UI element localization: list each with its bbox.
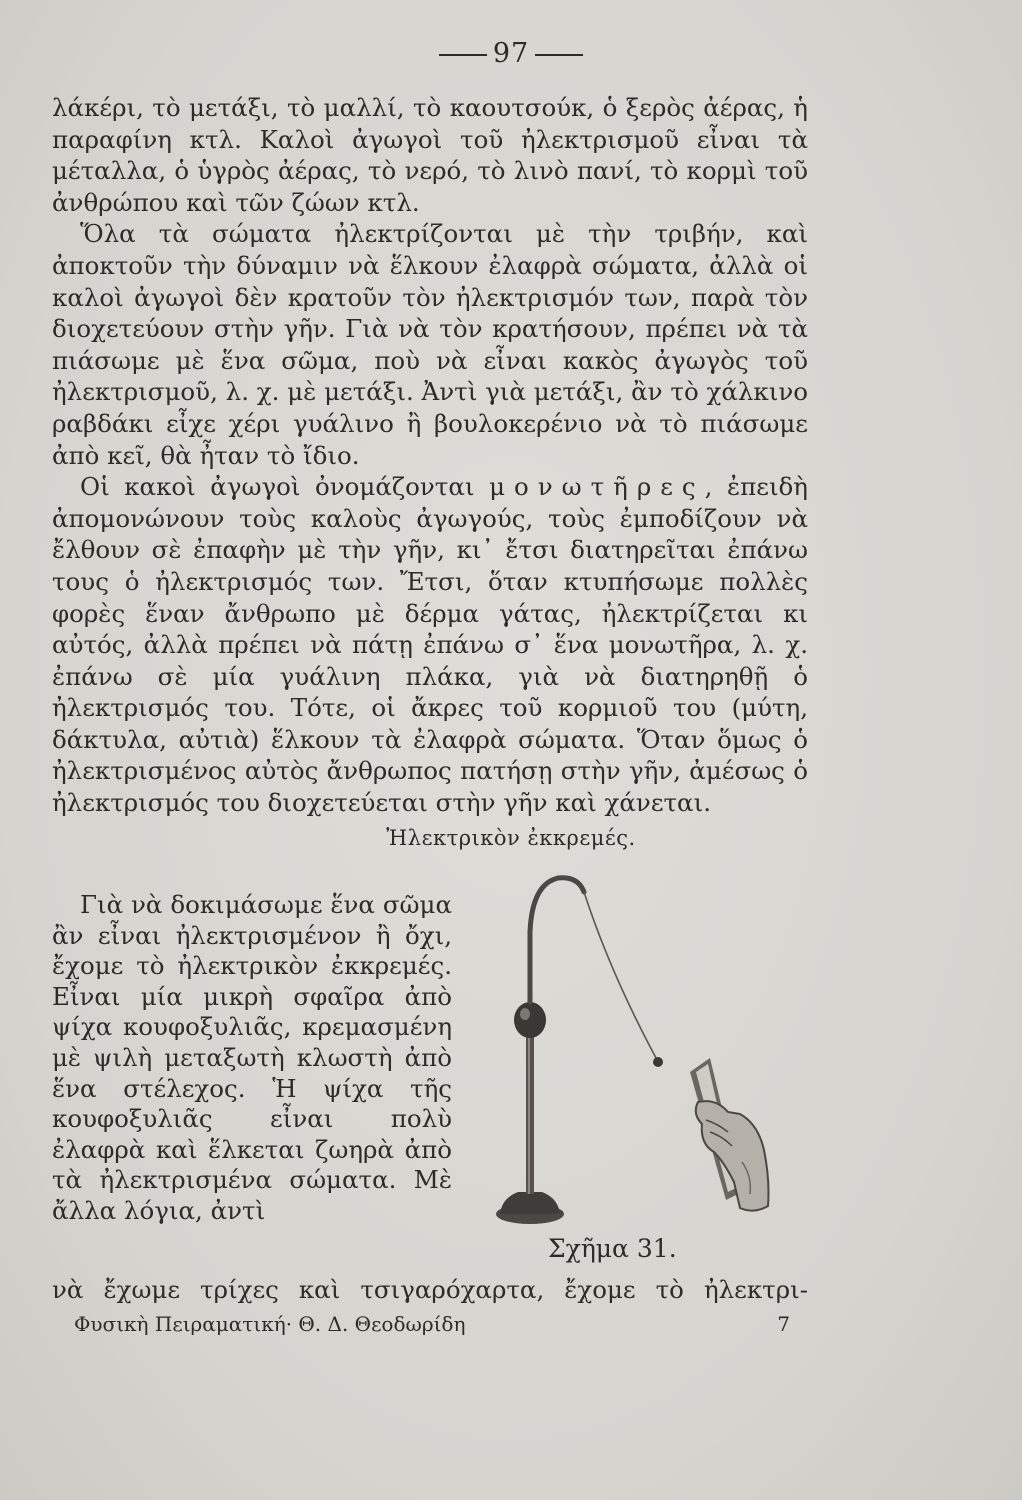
figure-caption: Σχῆμα 31. <box>548 1234 677 1263</box>
electric-pendulum-illustration <box>478 862 818 1242</box>
paragraph-electrification: Ὅλα τὰ σώματα ἠλεκτρίζονται μὲ τὴν τριβήν, καὶ ἀποκτοῦν τὴν δύναμιν νὰ ἕλκουν ἐλαφρὰ σώματα, ἀλλὰ οἱ καλοὶ ἀγωγοὶ δὲν κρατοῦν τὸν ἠλεκτρισμόν των, παρὰ τὸν διοχετεύουν στὴν γῆν. Γιὰ νὰ τὸν κρατήσουν, πρέπει νὰ τὰ πιάσωμε μὲ ἕνα σῶμα, ποὺ νὰ εἶναι κακὸς ἀγωγὸς τοῦ ἠλεκτρισμοῦ, λ. χ. μὲ μετάξι. Ἀντὶ γιὰ μετάξι, ἂν τὸ χάλκινο ραβδάκι εἶχε χέρι γυάλινο ἢ βουλοκερένιο νὰ τὸ πιάσωμε ἀπὸ κεῖ, θὰ ἦταν τὸ ἴδιο. <box>52 219 808 470</box>
stand-foot-icon <box>500 1192 560 1214</box>
page-number-dash-left <box>439 54 487 56</box>
continuation-line: νὰ ἔχωμε τρίχες καὶ τσιγαρόχαρτα, ἔχομε τὸ ἠλεκτρι- <box>52 1275 808 1304</box>
insulators-text-before: Οἱ κακοὶ ἀγωγοὶ ὀνομάζονται <box>80 472 490 502</box>
insulators-term: μονωτῆρες <box>489 472 705 502</box>
paragraph-pendulum: Γιὰ νὰ δοκιμάσωμε ἕνα σῶμα ἂν εἶναι ἠλεκτρισμένον ἢ ὄχι, ἔχομε τὸ ἠλεκτρικὸν ἐκκρεμές. Εἶναι μία μικρὴ σφαῖρα ἀπὸ ψίχα κουφοξυλιᾶς, κρεμασμένη μὲ ψιλὴ μεταξωτὴ κλωστὴ ἀπὸ ἕνα στέλεχος. Ἡ ψίχα τῆς κουφοξυλιᾶς εἶναι πολὺ ἐλαφρὰ καὶ ἕλκεται ζωηρὰ ἀπὸ τὰ ἠλεκτρισμένα σώματα. Μὲ ἄλλα λόγια, ἀντὶ <box>52 890 452 1225</box>
body-text <box>52 92 808 819</box>
page-number <box>0 38 1022 69</box>
insulators-text-after: , ἐπειδὴ ἀπομονώνουν τοὺς καλοὺς ἀγωγούς, τοὺς ἐμποδίζουν νὰ ἔλθουν σὲ ἐπαφὴν μὲ τὴν γῆν, κι᾽ ἔτσι διατηρεῖται ἐπάνω τους ὁ ἠλεκτρισμός των. Ἔτσι, ὅταν κτυπήσωμε πολλὲς φορὲς ἕναν ἄνθρωπο μὲ δέρμα γάτας, ἠλεκτρίζεται κι αὐτός, ἀλλὰ πρέπει νὰ πάτῃ ἐπάνω σ᾽ ἕνα μονωτῆρα, λ. χ. ἐπάνω σὲ μία γυάλινη πλάκα, γιὰ νὰ διατηρηθῇ ὁ ἠλεκτρισμός του. Τότε, οἱ ἄκρες τοῦ κορμιοῦ του (μύτη, δάκτυλα, αὐτιὰ) ἕλκουν τὰ ἐλαφρὰ σώματα. Ὅταν ὅμως ὁ ἠλεκτρισμένος αὐτὸς ἄνθρωπος πατήσῃ στὴν γῆν, ἀμέσως ὁ ἠλεκτρισμός του διοχετεύεται στὴν γῆν καὶ χάνεται. <box>52 472 808 818</box>
page-number-value: 97 <box>492 38 530 69</box>
footer-book-title: Φυσικὴ Πειραματική· Θ. Δ. Θεοδωρίδη <box>74 1312 466 1336</box>
stand-arm-icon <box>530 878 584 1002</box>
figure-electric-pendulum <box>478 862 818 1242</box>
footer-signature-number: 7 <box>777 1312 790 1336</box>
pendulum-description <box>52 890 452 1227</box>
page-number-dash-right <box>535 54 583 56</box>
section-title: Ἠλεκτρικὸν ἐκκρεμές. <box>386 826 636 850</box>
paragraph-insulators <box>52 471 808 819</box>
stand-knob-icon <box>514 1002 546 1038</box>
paragraph-conductors: λάκέρι, τὸ μετάξι, τὸ μαλλί, τὸ καουτσούκ, ὁ ξερὸς ἀέρας, ἡ παραφίνη κτλ. Καλοὶ ἀγωγοὶ τοῦ ἠλεκτρισμοῦ εἶναι τὰ μέταλλα, ὁ ὑγρὸς ἀέρας, τὸ νερό, τὸ λινὸ πανί, τὸ κορμὶ τοῦ ἀνθρώπου καὶ τῶν ζώων κτλ. <box>52 93 808 217</box>
silk-thread-icon <box>584 892 656 1058</box>
pith-ball-icon <box>653 1057 663 1067</box>
